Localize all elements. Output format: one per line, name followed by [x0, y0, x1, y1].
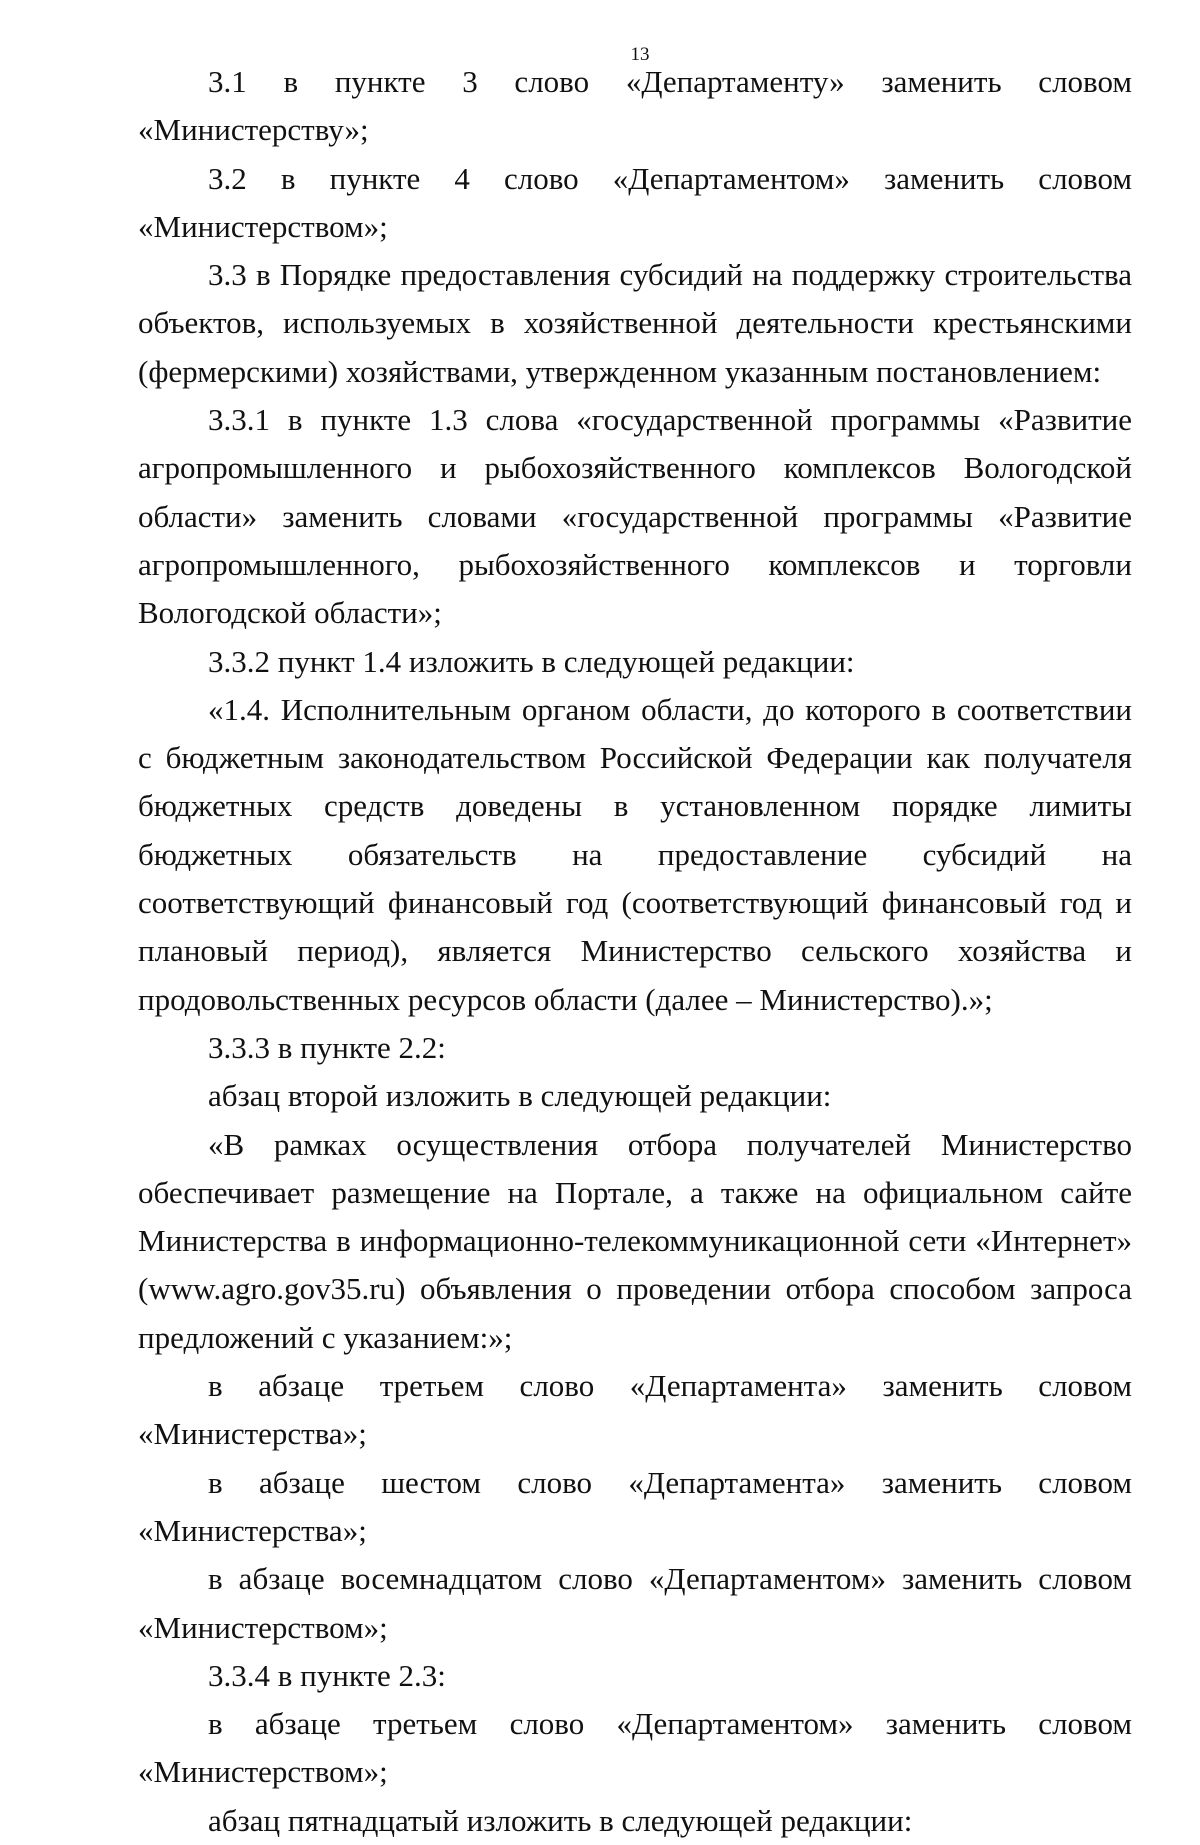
paragraph-3-3-2: 3.3.2 пункт 1.4 изложить в следующей редакции:: [208, 643, 855, 679]
paragraph-sixth-abzats: в абзаце шестом слово «Департамента» заменить словом «Министерства»;: [138, 1464, 1132, 1548]
page-number: 13: [630, 44, 650, 65]
document-body: [138, 58, 1132, 1845]
paragraph-3-2: 3.2 в пункте 4 слово «Департаментом» заменить словом «Министерством»;: [138, 160, 1132, 244]
paragraph-second-abzats: абзац второй изложить в следующей редакции:: [208, 1078, 832, 1114]
paragraph-1-4-quote: «1.4. Исполнительным органом области, до которого в соответствии с бюджетным законодательством Российской Федерации как получателя бюджетных средств доведены в установленном порядке лимиты бюджетных обязательств на предоставление субсидий на соответствующий финансовый год (соответствующий финансовый год и плановый период), является Министерство сельского хозяйства и продовольственных ресурсов области (далее – Министерство).»;: [138, 691, 1132, 1017]
paragraph-3-3-1: 3.3.1 в пункте 1.3 слова «государственной программы «Развитие агропромышленного и рыбохозяйственного комплексов Вологодской области» заменить словами «государственной программы «Развитие агропромышленного, рыбохозяйственного комплексов и торговли Вологодской области»;: [138, 402, 1132, 631]
paragraph-eighteenth-abzats: в абзаце восемнадцатом слово «Департаментом» заменить словом «Министерством»;: [138, 1561, 1132, 1645]
paragraph-third-abzats: в абзаце третьем слово «Департамента» заменить словом «Министерства»;: [138, 1368, 1132, 1452]
paragraph-selection-quote: «В рамках осуществления отбора получателей Министерство обеспечивает размещение на Портале, а также на официальном сайте Министерства в информационно-телекоммуникационной сети «Интернет» (www.agro.gov35.ru) объявления о проведении отбора способом запроса предложений с указанием:»;: [138, 1126, 1132, 1355]
paragraph-3-1: 3.1 в пункте 3 слово «Департаменту» заменить словом «Министерству»;: [138, 64, 1132, 148]
paragraph-fifteenth-abzats: абзац пятнадцатый изложить в следующей редакции:: [208, 1802, 913, 1838]
paragraph-3-3-4: 3.3.4 в пункте 2.3:: [208, 1657, 446, 1693]
paragraph-3-3-3: 3.3.3 в пункте 2.2:: [208, 1029, 446, 1065]
paragraph-third-abzats-2-3: в абзаце третьем слово «Департаментом» заменить словом «Министерством»;: [138, 1706, 1132, 1790]
paragraph-3-3: 3.3 в Порядке предоставления субсидий на поддержку строительства объектов, используемых в хозяйственной деятельности крестьянскими (фермерскими) хозяйствами, утвержденном указанным постановлением:: [138, 257, 1132, 389]
